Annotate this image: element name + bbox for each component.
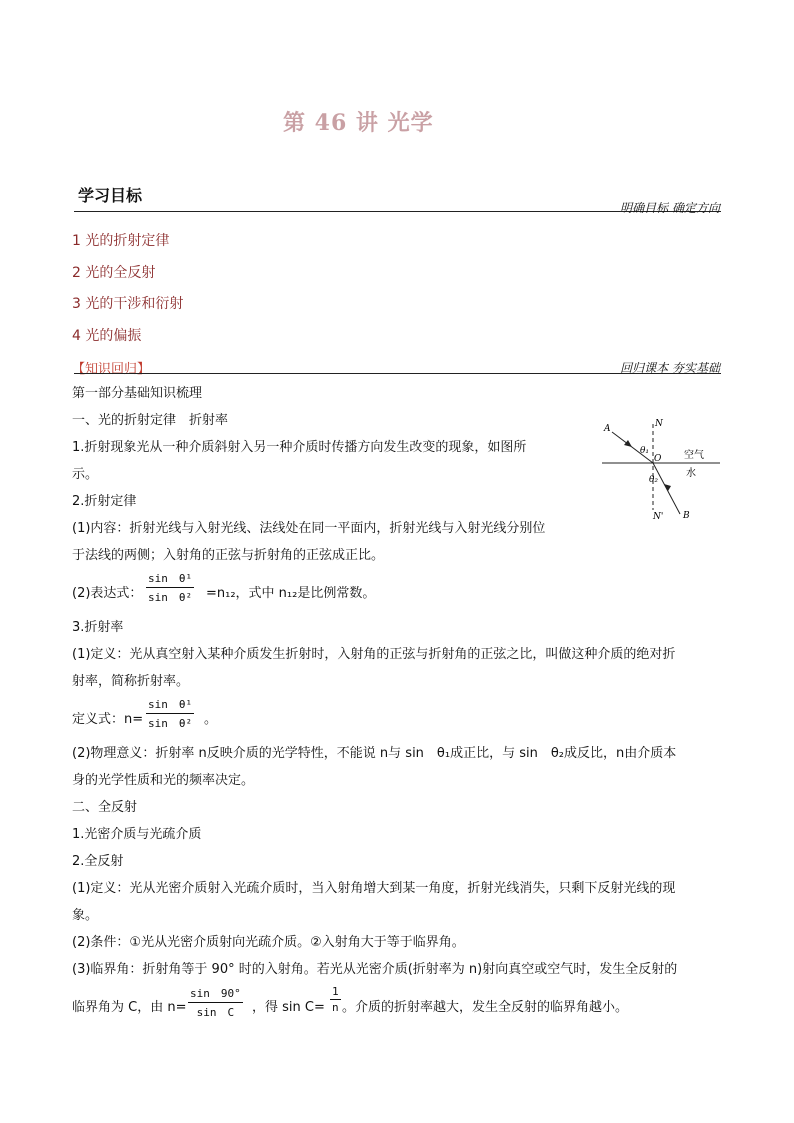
fraction-denominator: n: [332, 1001, 339, 1014]
objective-item: 1 光的折射定律: [72, 233, 170, 249]
section-heading: 二、全反射: [72, 800, 138, 815]
fraction-critical: [188, 985, 243, 1020]
paragraph: 于法线的两侧；入射角的正弦与折射角的正弦成正比。: [72, 548, 385, 563]
paragraph: (1)定义：光从真空射入某种介质发生折射时，入射角的正弦与折射角的正弦之比，叫做这种介质的绝对折: [72, 647, 676, 662]
label-theta1: θ₁: [640, 446, 650, 456]
paragraph: 定义式：n=: [72, 712, 144, 727]
fraction-denominator: sin θ²: [148, 591, 193, 604]
refracted-ray: [653, 463, 680, 514]
fraction-numerator: 1: [332, 985, 339, 998]
objective-item: 3 光的干涉和衍射: [72, 296, 184, 312]
label-water: 水: [686, 468, 696, 479]
fraction-denominator: sin C: [196, 1006, 235, 1019]
paragraph: =n₁₂，式中 n₁₂是比例常数。: [206, 586, 376, 601]
objectives-tag: 明确目标 确定方向: [620, 201, 720, 215]
objectives-heading: 学习目标: [78, 186, 143, 205]
fraction-numerator: sin θ¹: [146, 570, 194, 588]
paragraph: (2)物理意义：折射率 n反映介质的光学特性，不能说 n与 sin θ₁成正比，与 sin θ₂成反比，n由介质本: [72, 746, 677, 761]
paragraph: 。介质的折射率越大，发生全反射的临界角越小。: [342, 1000, 629, 1015]
paragraph: 射率，简称折射率。: [72, 674, 190, 689]
objective-item: 2 光的全反射: [72, 265, 156, 281]
label-n: N: [655, 419, 663, 429]
paragraph: (1)定义：光从光密介质射入光疏介质时，当入射角增大到某一角度，折射光线消失，只剩下反射光线的现: [72, 881, 676, 896]
refraction-diagram: [596, 414, 726, 524]
paragraph: ，得 sin C=: [252, 1000, 325, 1015]
paragraph: 3.折射率: [72, 620, 124, 635]
fraction-numerator: sin 90°: [188, 985, 243, 1003]
paragraph: (1)内容：折射光线与入射光线、法线处在同一平面内，折射光线与入射光线分别位: [72, 521, 546, 536]
recall-tag: 回归课本 夯实基础: [620, 361, 720, 375]
paragraph: 象。: [72, 908, 99, 923]
part-heading: 第一部分基础知识梳理: [72, 386, 203, 401]
fraction-definition: [146, 696, 194, 731]
label-theta2: θ₂: [649, 475, 659, 485]
paragraph: 临界角为 C，由 n=: [72, 1000, 187, 1015]
paragraph: (2)表达式：: [72, 586, 143, 601]
label-n-prime: N': [653, 512, 664, 522]
label-air: 空气: [684, 450, 704, 461]
paragraph: 1.光密介质与光疏介质: [72, 827, 202, 842]
paragraph: 2.全反射: [72, 854, 124, 869]
paragraph: (3)临界角：折射角等于 90° 时的入射角。若光从光密介质(折射率为 n)射向真空或空气时，发生全反射的: [72, 962, 678, 977]
objective-item: 4 光的偏振: [72, 328, 142, 344]
fraction-numerator: sin θ¹: [146, 696, 194, 714]
label-a: A: [604, 424, 611, 434]
fraction-expression: [146, 570, 194, 605]
label-b: B: [683, 511, 690, 521]
paragraph: (2)条件：①光从光密介质射向光疏介质。②入射角大于等于临界角。: [72, 935, 465, 950]
paragraph: 2.折射定律: [72, 494, 137, 509]
fraction-sinc: [330, 985, 341, 1014]
paragraph: 。: [204, 712, 218, 727]
section-heading: 一、光的折射定律 折射率: [72, 413, 229, 428]
paragraph: 1.折射现象光从一种介质斜射入另一种介质时传播方向发生改变的现象，如图所: [72, 440, 527, 455]
paragraph: 示。: [72, 467, 99, 482]
refracted-arrow-icon: [664, 484, 671, 491]
fraction-denominator: sin θ²: [148, 717, 193, 730]
incident-arrow-icon: [624, 440, 632, 447]
page-title: 第 46 讲 光学: [283, 110, 434, 136]
label-o: O: [654, 454, 662, 464]
recall-heading: 【知识回归】: [72, 362, 151, 377]
paragraph: 身的光学性质和光的频率决定。: [72, 773, 255, 788]
